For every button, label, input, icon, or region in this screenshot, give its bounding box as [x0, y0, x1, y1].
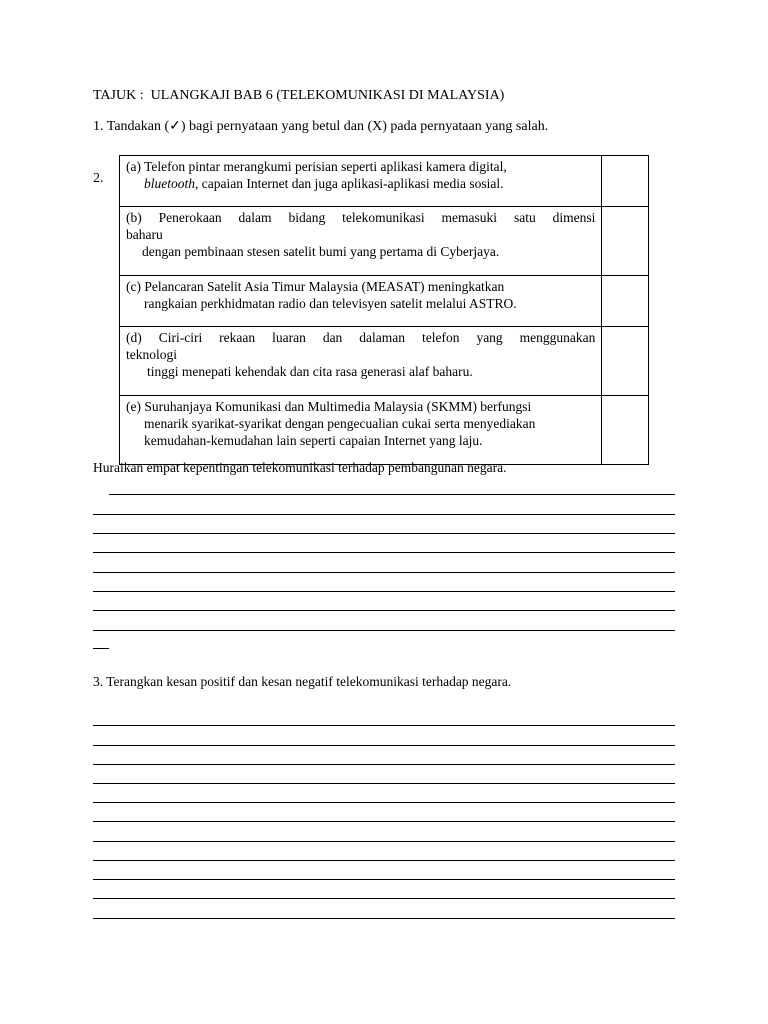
statement-text-a	[120, 156, 602, 207]
statement-a-line-1: (a) Telefon pintar merangkumi perisian seperti aplikasi kamera digital,	[126, 159, 507, 174]
statement-d-line-2: teknologi	[126, 347, 177, 362]
question-1-instruction: 1. Tandakan (✓) bagi pernyataan yang betul dan (X) pada pernyataan yang salah.	[93, 119, 549, 134]
statement-row-b	[120, 207, 649, 276]
statement-row-d	[120, 327, 649, 396]
statement-d-line-3: tinggi menepati kehendak dan cita rasa generasi alaf baharu.	[147, 364, 473, 379]
statement-b-line-2: baharu	[126, 227, 163, 242]
answer-line[interactable]	[109, 494, 675, 495]
statement-table	[119, 155, 649, 465]
statement-b-line-3: dengan pembinaan stesen satelit bumi yang pertama di Cyberjaya.	[142, 244, 500, 259]
answer-box-c[interactable]	[602, 276, 649, 327]
statement-c-line-1: (c) Pelancaran Satelit Asia Timur Malaysia (MEASAT) meningkatkan	[126, 279, 505, 294]
answer-line-stub	[93, 648, 109, 649]
answer-line[interactable]	[93, 841, 675, 842]
statement-b-line-1: (b) Penerokaan dalam bidang telekomunikasi memasuki satu dimensi	[126, 210, 596, 225]
answer-line[interactable]	[93, 745, 675, 746]
statement-row-e	[120, 396, 649, 465]
statement-text-b	[120, 207, 602, 276]
question-2-prompt: Huraikan empat kepentingan telekomunikasi terhadap pembangunan negara.	[93, 460, 507, 475]
answer-line[interactable]	[93, 630, 675, 631]
question-3-prompt: 3. Terangkan kesan positif dan kesan negatif telekomunikasi terhadap negara.	[93, 674, 512, 689]
question-2-number: 2.	[93, 171, 104, 186]
page-title: TAJUK : ULANGKAJI BAB 6 (TELEKOMUNIKASI DI MALAYSIA)	[93, 88, 505, 103]
answer-line[interactable]	[93, 591, 675, 592]
answer-line[interactable]	[93, 725, 675, 726]
answer-line[interactable]	[93, 514, 675, 515]
statement-c-line-2: rangkaian perkhidmatan radio dan televisyen satelit melalui ASTRO.	[144, 296, 517, 311]
statement-a-line-2-rest: , capaian Internet dan juga aplikasi-aplikasi media sosial.	[195, 176, 504, 191]
statement-a-italic-term: bluetooth	[144, 176, 195, 191]
statement-row-c	[120, 276, 649, 327]
answer-line[interactable]	[93, 860, 675, 861]
statement-text-d	[120, 327, 602, 396]
answer-box-e[interactable]	[602, 396, 649, 465]
statement-e-line-1: (e) Suruhanjaya Komunikasi dan Multimedia Malaysia (SKMM) berfungsi	[126, 399, 532, 414]
answer-line[interactable]	[93, 572, 675, 573]
answer-line[interactable]	[93, 802, 675, 803]
answer-line[interactable]	[93, 533, 675, 534]
statement-text-c	[120, 276, 602, 327]
statement-text-e	[120, 396, 602, 465]
answer-line[interactable]	[93, 898, 675, 899]
answer-box-a[interactable]	[602, 156, 649, 207]
answer-line[interactable]	[93, 879, 675, 880]
statement-d-line-1: (d) Ciri-ciri rekaan luaran dan dalaman telefon yang menggunakan	[126, 330, 596, 345]
statement-e-line-2: menarik syarikat-syarikat dengan pengecualian cukai serta menyediakan	[144, 416, 536, 431]
statement-e-line-3: kemudahan-kemudahan lain seperti capaian Internet yang laju.	[144, 433, 483, 448]
answer-line[interactable]	[93, 764, 675, 765]
answer-box-d[interactable]	[602, 327, 649, 396]
statement-a-line-2	[126, 175, 595, 192]
answer-line[interactable]	[93, 610, 675, 611]
answer-line[interactable]	[93, 918, 675, 919]
answer-line[interactable]	[93, 552, 675, 553]
answer-line[interactable]	[93, 783, 675, 784]
statement-row-a	[120, 156, 649, 207]
answer-box-b[interactable]	[602, 207, 649, 276]
answer-line[interactable]	[93, 821, 675, 822]
